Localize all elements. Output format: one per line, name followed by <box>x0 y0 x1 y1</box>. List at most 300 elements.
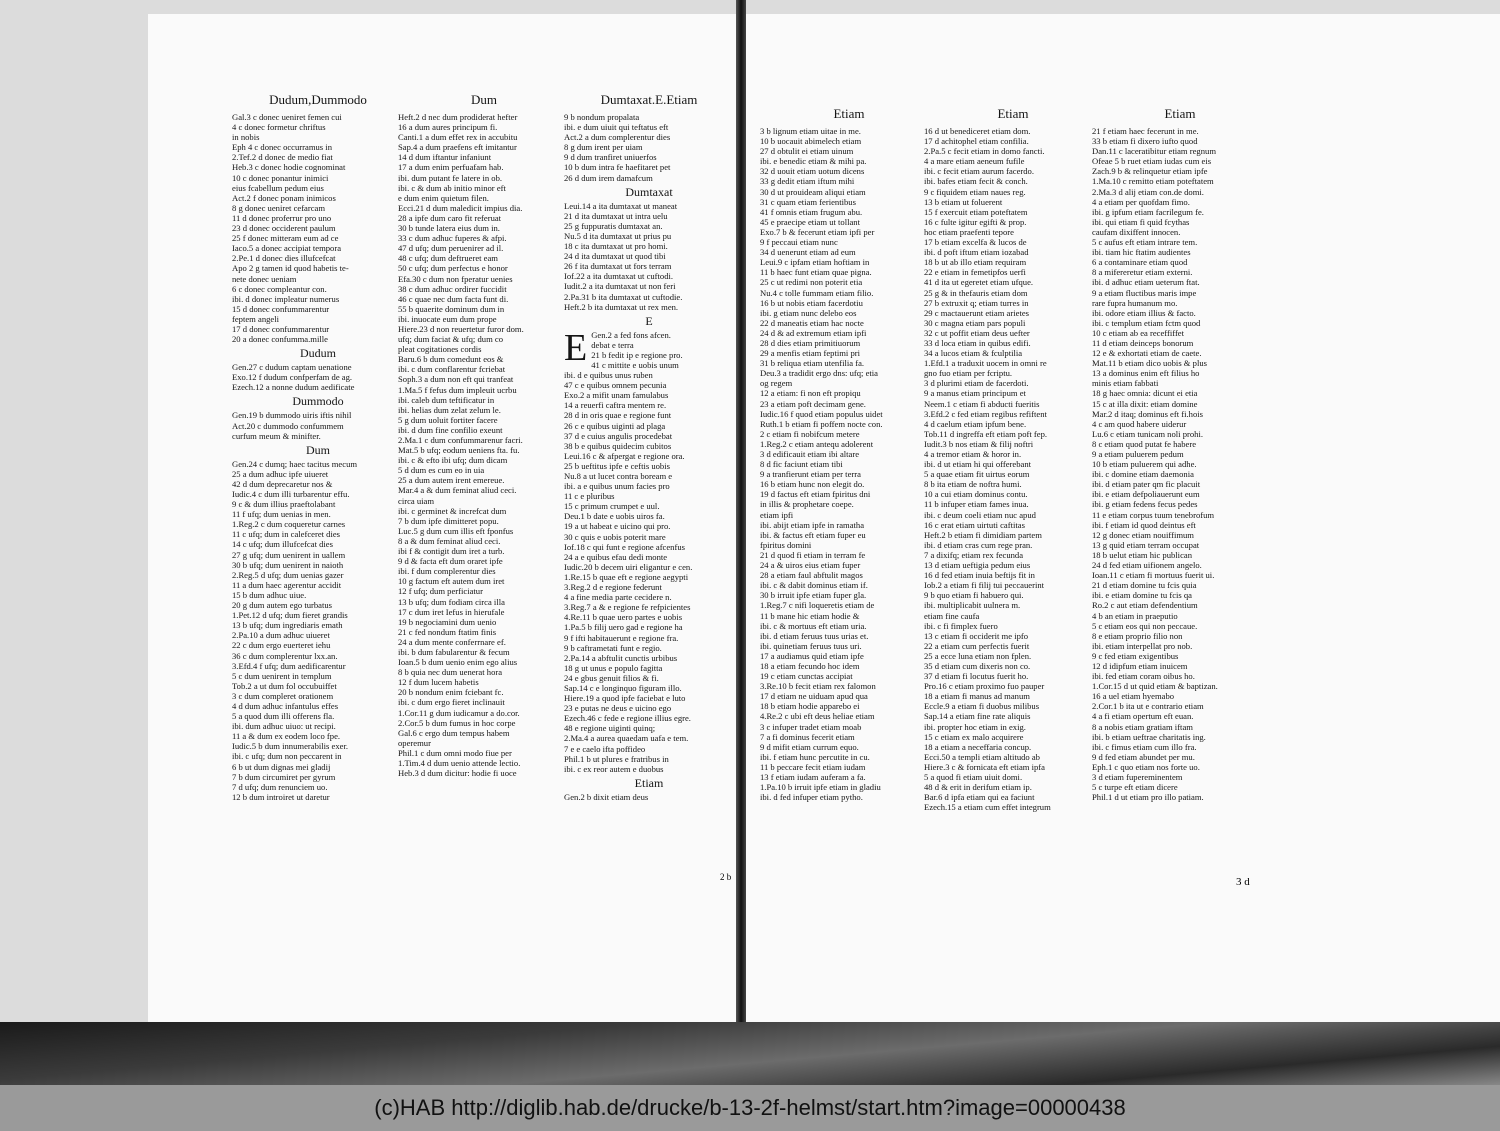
index-entry: Exo.7 b & fecerunt etiam ipfi per <box>760 226 875 237</box>
index-entry: 8 a nobis etiam gratiam iftam <box>1092 721 1193 732</box>
index-entry: 17 c dum iret Iefus in hierufale <box>398 606 505 617</box>
index-entry: Ruth.1 b etiam fi poffem nocte con. <box>760 418 883 429</box>
index-entry: 32 d uouit etiam uotum dicens <box>760 166 865 177</box>
index-entry: 8 a & dum feminat aliud ceci. <box>398 535 501 546</box>
index-entry: 12 a etiam: fi non eft propiqu <box>760 388 861 399</box>
index-entry: Eph 4 c donec occurramus in <box>232 142 332 153</box>
index-entry: 28 d dies etiam primitiuorum <box>760 337 861 348</box>
index-entry: 29 a menfis etiam feptimi pri <box>760 348 860 359</box>
index-entry: Mar.4 a & dum feminat aliud ceci. <box>398 485 517 496</box>
index-entry: 48 d & erit in derifum etiam ip. <box>924 782 1032 793</box>
index-entry: Sap.4 a dum praefens eft imitantur <box>398 142 517 153</box>
index-entry: ibi. c fimus etiam cum illo fra. <box>1092 741 1197 752</box>
index-entry: 11 c ufq; dum in calefceret dies <box>232 529 341 540</box>
entry-list <box>398 112 570 778</box>
index-entry: Heft.2 d nec dum prodiderat hefter <box>398 112 518 122</box>
index-entry: 9 c fed etiam exigentibus <box>1092 650 1179 661</box>
index-entry: 21 f etiam haec fecerunt in me. <box>1092 126 1199 136</box>
index-entry: 16 c fulte igitur egifti & prop. <box>924 216 1027 227</box>
index-entry: ibi. tiam hic ftatim audientes <box>1092 247 1191 258</box>
column-heading: Dum <box>471 92 497 107</box>
index-entry: Heft.2 b ita dumtaxat ut rex men. <box>564 301 679 312</box>
index-entry: 41 d ita ut egeretet etiam ufque. <box>924 277 1034 288</box>
index-entry: 5 c aufus eft etiam intrare tem. <box>1092 237 1198 248</box>
index-entry: Gal.3 c donec ueniret femen cui <box>232 112 342 122</box>
index-entry: 1.Pa.10 b irruit ipfe etiam in gladiu <box>760 782 881 793</box>
index-entry: 17 d etiam ne uiduam apud qua <box>760 691 868 702</box>
index-entry: 32 c ut poffit etiam deus uefter <box>924 327 1030 338</box>
index-entry: 38 b e quibus quidecim cubitos <box>564 440 672 451</box>
index-entry: 13 b etiam ut foluerent <box>924 196 1003 207</box>
index-entry: 11 d etiam deinceps bonorum <box>1092 337 1194 348</box>
index-entry: Mat.5 b ufq; eodum ueniens fta. fu. <box>398 445 520 456</box>
index-entry: 4.Re.11 b quae uero partes e uobis <box>564 612 683 623</box>
index-entry: 18 b etiam hodie apparebo ei <box>760 701 860 712</box>
right-column-1 <box>760 106 938 802</box>
index-entry: 15 c primum crumpet e uul. <box>564 501 660 512</box>
index-entry: ibi. a e quibus unum facies pro <box>564 481 670 492</box>
index-entry: Iudic.4 c dum illi turbarentur effu. <box>232 489 350 499</box>
index-entry: 20 b nondum enim fciebant fc. <box>398 687 504 698</box>
index-entry: Nu.4 c tolle fummam etiam filio. <box>760 287 874 298</box>
index-entry: 13 g quid etiam terram occupat <box>1092 539 1200 550</box>
index-entry: 8 d fic faciunt etiam tibi <box>760 459 843 470</box>
index-entry: 37 d e cuius angulis procedebat <box>564 430 673 441</box>
index-entry: 2.Pa.14 a abftulit cunctis urbibus <box>564 652 678 663</box>
index-entry: 3.Efd.2 c fed etiam regibus refiftent <box>924 408 1047 419</box>
index-entry: ibi. caleb dum teftificatur in <box>398 394 495 405</box>
column-heading: Etiam <box>997 106 1029 121</box>
index-entry: 20 a donec confumma.mille <box>232 334 328 345</box>
index-entry: Ecci.50 a templi etiam altitudo ab <box>924 751 1040 762</box>
index-entry: 15 d donec confummarentur <box>232 303 330 314</box>
index-entry: 21 b fedit ip e regione pro. <box>591 349 683 360</box>
index-entry: ibi. dum adhuc uiuo: ut recipi. <box>232 721 336 732</box>
index-entry: Leui.9 c ipfam etiam hoftiam in <box>760 257 870 268</box>
index-entry: Ezech.46 c fede e regione illius egre. <box>564 713 691 724</box>
index-entry: 33 g dedit etiam iftum mihi <box>760 176 855 187</box>
index-entry: 45 e praecipe etiam ut tollant <box>760 216 860 227</box>
index-entry: 16 d fed etiam inuia beftijs fit in <box>924 570 1035 581</box>
index-entry: 8 b ita etiam de noftra humi. <box>924 479 1022 490</box>
index-entry: ibi. e benedic etiam & mihi pa. <box>760 156 867 167</box>
index-entry: 11 a & dum ex eodem loco fpe. <box>232 731 341 742</box>
index-entry: 25 g fuppuratis dumtaxat an. <box>564 220 663 231</box>
index-entry: 13 b ufq; dum fodiam circa illa <box>398 596 505 607</box>
index-entry: ibi. inuocate eum dum prope <box>398 313 497 324</box>
entry-list <box>564 326 734 774</box>
index-entry: 11 b haec funt etiam quae pigna. <box>760 267 872 278</box>
index-entry: 7 d ufq; dum renunciem uo. <box>232 781 328 792</box>
index-entry: 1.Tim.4 d dum uenio attende lectio. <box>398 758 521 768</box>
entry-list <box>232 362 404 392</box>
index-entry: 25 b ueftitus ipfe e ceftis uobis <box>564 460 670 471</box>
entry-list <box>232 410 404 440</box>
index-entry: Nu.5 d ita dumtaxat ut prius pu <box>564 230 672 241</box>
index-entry: 6 a contaminare etiam quod <box>1092 257 1188 268</box>
index-entry: 12 b dum introiret ut daretur <box>232 791 330 802</box>
scanner-edge <box>0 1022 1500 1085</box>
copyright-caption: (c)HAB http://diglib.hab.de/drucke/b-13-2f-helmst/start.htm?image=00000438 <box>374 1095 1126 1120</box>
index-entry: Hiere.23 d non reuertetur furor dom. <box>398 323 524 334</box>
index-entry: Iof.18 c qui funt e regione afcenfus <box>564 541 685 552</box>
index-entry: Exo.12 f dudum confperfam de ag. <box>232 372 353 383</box>
index-entry: 13 d etiam ueftigia pedum eius <box>924 560 1031 571</box>
index-entry: Gal.6 c ergo dum tempus habem <box>398 727 510 738</box>
index-entry: 3 c infuper tradet etiam moab <box>760 721 862 732</box>
index-entry: ibi. f etiam hunc percutite in cu. <box>760 751 870 762</box>
index-entry: 14 a reuerfi caftra mentem re. <box>564 400 667 411</box>
index-entry: 18 b ut ab illo etiam requiram <box>924 257 1027 268</box>
section-heading: Dumtaxat <box>625 184 673 199</box>
index-entry: 30 c quis e uobis poterit mare <box>564 531 666 542</box>
index-entry: Gen.24 c dumq; haec tacitus mecum <box>232 458 358 469</box>
index-entry: 4 c am quod habere uiderur <box>1092 418 1187 429</box>
index-entry: 18 a etiam fecundo hoc idem <box>760 660 860 671</box>
index-entry: 3 d edificauit etiam ibi altare <box>760 449 860 459</box>
index-entry: 15 b dum adhuc uiue. <box>232 589 307 600</box>
index-entry: ibi. d etiam pater qm fic placuit <box>1092 479 1201 490</box>
index-entry: 2.Pa.5 c fecit etiam in domo fancti. <box>924 146 1045 157</box>
index-entry: 9 b caftrametati funt e regio. <box>564 642 662 653</box>
index-entry: 36 c dum complerentur lxx.an. <box>232 650 338 661</box>
column-heading: Etiam <box>1164 106 1196 121</box>
index-entry: 11 f ufq; dum uenias in men. <box>232 509 331 520</box>
index-entry: ibi. fed etiam coram oibus ho. <box>1092 671 1195 682</box>
index-entry: 4 a fine media parte cecidere n. <box>564 592 672 603</box>
index-entry: 30 c magna etiam pars populi <box>924 317 1026 328</box>
index-entry: 14 d dum iftantur infaniunt <box>398 152 492 163</box>
index-entry: 11 d donec proferrur pro uno <box>232 212 332 223</box>
column-heading: Dudum,Dummodo <box>269 92 367 107</box>
index-entry: 9 d & facta eft dum oraret ipfe <box>398 556 503 567</box>
index-entry: 2.Cor.1 b ita ut e contrario etiam <box>1092 701 1204 712</box>
entry-list <box>924 126 1102 812</box>
index-entry: Sap.14 c e longinquo figuram illo. <box>564 682 682 693</box>
index-entry: 16 b ut nobis etiam facerdotiu <box>760 297 863 308</box>
entry-list-with-initial <box>564 326 734 774</box>
index-entry: 19 d factus eft etiam fpiritus dni <box>760 489 871 500</box>
index-entry: 11 a dum haec agerentur accidit <box>232 579 342 590</box>
index-entry: 42 d dum deprecaretur nos & <box>232 478 333 489</box>
index-entry: 5 g dum uoluit fortiter facere <box>398 414 498 425</box>
index-entry: ibi f & contigit dum iret a turb. <box>398 546 505 557</box>
index-entry: 4 b an etiam in praeputio <box>1092 610 1178 621</box>
index-entry: 1.Reg.2 c etiam antequ adolerent <box>760 438 874 449</box>
index-entry: 12 f dum lucem habetis <box>398 677 479 688</box>
index-entry: 8 c etiam quod putat fe habere <box>1092 438 1197 449</box>
index-entry: circa uiam <box>398 495 435 506</box>
index-entry: ibi. propter hoc etiam in exig. <box>924 721 1026 732</box>
index-entry: 1.Ma.10 c remitto etiam poteftatem <box>1092 176 1214 187</box>
index-entry: 24 a & uiros eius etiam fuper <box>760 560 861 571</box>
index-entry: 1.Reg.2 c dum coqueretur carnes <box>232 519 346 530</box>
index-entry: 18 b uelut etiam hic publican <box>1092 549 1192 560</box>
index-entry: Iudic.5 b dum innumerabilis exer. <box>232 741 348 752</box>
entry-list <box>1092 126 1268 802</box>
index-entry: ibi. g etiam fedens fecus pedes <box>1092 499 1198 510</box>
index-entry: ibi. d etiam cras cum rege pran. <box>924 539 1033 550</box>
index-entry: 28 a etiam faul abftulit magos <box>760 570 863 581</box>
index-entry: 41 f omnis etiam frugum abu. <box>760 206 863 217</box>
index-entry: 22 c dum ergo euerteret iehu <box>232 640 331 651</box>
section-heading: Dum <box>306 442 330 457</box>
index-entry: 23 e putas ne deus e uicino ego <box>564 703 672 714</box>
left-column-2 <box>398 92 570 778</box>
index-entry: 30 b tunde latera eius dum in. <box>398 223 500 234</box>
index-entry: 5 a quae etiam fit uirtus eorum <box>924 469 1030 480</box>
index-entry: Act.2 f donec ponam inimicos <box>232 192 336 203</box>
index-entry: 10 c etiam ab ea receffiffet <box>1092 327 1185 338</box>
index-entry: 4 a mare etiam aeneum fufile <box>924 156 1025 167</box>
caption-bar <box>0 1085 1500 1131</box>
index-entry: 9 a etiam fluctibus maris impe <box>1092 287 1197 298</box>
index-entry: 12 d idipfum etiam inuicem <box>1092 660 1188 671</box>
index-entry: 48 e regione uiginti quinq; <box>564 723 656 734</box>
index-entry: curfum meum & minifter. <box>232 430 321 441</box>
index-entry: ibi. c ufq; dum non peccarent in <box>232 751 342 762</box>
index-entry: 1.Re.15 b quae eft e regione aegypti <box>564 571 689 582</box>
index-entry: Leui.14 a ita dumtaxat ut maneat <box>564 200 678 211</box>
entry-list <box>232 112 404 344</box>
index-entry: Mar.2 d itaq; dominus eft fi.hois <box>1092 408 1203 419</box>
index-entry: 25 g & in thefauris etiam dom <box>924 287 1028 298</box>
index-entry: 30 b irruit ipfe etiam fuper gla. <box>760 590 867 601</box>
index-entry: 25 a dum adhuc ipfe uiueret <box>232 468 329 479</box>
index-entry: 18 g haec omnia: dicunt ei etia <box>1092 388 1198 399</box>
index-entry: 15 c at illa dixit: etiam domine <box>1092 398 1198 409</box>
index-entry: 2.Pa.31 b ita dumtaxat ut cuftodie. <box>564 291 683 302</box>
index-entry: Heb.3 d dum dicitur: hodie fi uoce <box>398 768 517 779</box>
index-entry: 2.Cor.5 b dum fumus in hoc corpe <box>398 717 516 728</box>
index-entry: Phil.1 b ut plures e fratribus in <box>564 753 669 764</box>
index-entry: ibi. d etiam feruus tuus urias et. <box>760 630 869 641</box>
index-entry: Gen.27 c dudum captam uenatione <box>232 362 352 373</box>
index-entry: debat e terra <box>591 339 634 350</box>
index-entry: 11 b mane hic etiam hodie & <box>760 610 860 621</box>
index-entry: 1.Efd.1 a traduxit uocem in omni re <box>924 358 1047 369</box>
index-entry: 25 f donec mitteram eum ad ce <box>232 233 339 244</box>
index-entry: Apo 2 g tamen id quod habetis te- <box>232 263 349 274</box>
index-entry: Heb.3 c donec hodie cognominat <box>232 162 346 173</box>
index-entry: 12 f ufq; dum perficiatur <box>398 586 483 597</box>
index-entry: Tob.11 d ingreffa eft etiam poft fep. <box>924 428 1048 439</box>
index-entry: 9 c & dum illius praeftolabant <box>232 499 336 510</box>
index-entry: 7 e e caelo ifta poffideo <box>564 743 646 754</box>
index-entry: 24 d & ad extremum etiam ipfi <box>760 327 867 338</box>
index-entry: 8 g donec ueniret cefarcam <box>232 202 326 213</box>
index-entry: 4 d dum adhuc infantulus effes <box>232 700 339 711</box>
index-entry: 41 c mittite e uobis unum <box>591 359 679 370</box>
index-entry: Ioan.5 b dum uenio enim ego alius <box>398 657 518 668</box>
index-entry: Nu.8 a ut lucet contra boream e <box>564 471 673 481</box>
index-entry: 3 d etiam fupereminentem <box>1092 772 1183 782</box>
index-entry: Baru.6 b dum comedunt eos & <box>398 354 504 365</box>
index-entry: Tob.2 a ut dum fol occubuiffet <box>232 680 337 691</box>
index-entry: Phil.1 d ut etiam pro illo patiam. <box>1092 792 1204 803</box>
index-entry: 10 g factum eft autem dum iret <box>398 576 505 587</box>
index-entry: 34 d uenerunt etiam ad eum <box>760 247 856 258</box>
index-entry: 47 c e quibus omnem pecunia <box>564 380 667 391</box>
index-entry: 9 f ifti habitauerunt e regione fra. <box>564 632 679 643</box>
index-entry: 18 g ut unus e populo fagitta <box>564 662 663 673</box>
index-entry: ibi. d ut etiam hi qui offerebant <box>924 459 1031 470</box>
index-entry: 9 d fed etiam abundet per mu. <box>1092 751 1195 762</box>
index-entry: 6 c donec compleantur con. <box>232 283 327 294</box>
index-entry: Iudic.16 f quod etiam populus uidet <box>760 408 883 419</box>
index-entry: 8 e etiam proprio filio non <box>1092 630 1183 641</box>
index-entry: 33 c dum adhuc fuperes & afpi. <box>398 233 507 244</box>
index-entry: 2.Pa.10 a dum adhuc uiueret <box>232 630 330 641</box>
index-entry: operemur <box>398 737 431 748</box>
index-entry: 8 g dum irent per uiam <box>564 142 643 153</box>
index-entry: 8 a mifereretur etiam externi. <box>1092 267 1193 278</box>
index-entry: 21 d etiam domine tu fcis quia <box>1092 580 1197 591</box>
index-entry: 17 a audiamus quid etiam ipfe <box>760 650 864 661</box>
index-entry: 16 b etiam hunc non elegit do. <box>760 479 865 490</box>
index-entry: Deu.3 a tradidit ergo dns: ufq; etia <box>760 368 878 379</box>
index-entry: 35 d etiam cum dixeris non co. <box>924 660 1031 671</box>
column-heading: Dumtaxat.E.Etiam <box>600 92 698 107</box>
left-column-1 <box>232 92 404 802</box>
index-entry: 27 g ufq; dum uenirent in uallem <box>232 549 346 560</box>
index-entry: gno fuo etiam per fcriptu. <box>924 368 1013 379</box>
index-entry: 27 d obtulit ei etiam uinum <box>760 146 854 157</box>
index-entry: 4 d caelum etiam ipfum bene. <box>924 418 1027 429</box>
index-entry: 11 b infuper etiam fames inua. <box>924 499 1029 510</box>
index-entry: Deu.1 b date e uobis uiros fa. <box>564 511 665 522</box>
index-entry: ibi. c fecit etiam aurum facerdo. <box>924 166 1034 177</box>
index-entry: Eccle.9 a etiam fi duobus milibus <box>924 701 1040 712</box>
index-entry: Hiere.19 a quod ipfe faciebat e luto <box>564 693 686 704</box>
index-entry: ibi. c fi fimplex fuero <box>924 620 998 631</box>
index-entry: 9 b nondum propalata <box>564 112 640 122</box>
index-entry: 24 e gbus genuit filios & fi. <box>564 672 659 683</box>
index-entry: 19 c etiam cunctas accipiat <box>760 671 853 682</box>
index-entry: 29 c mactauerunt etiam arietes <box>924 307 1029 318</box>
index-entry: Iudit.2 a ita dumtaxat ut non feri <box>564 281 676 292</box>
index-entry: Iudit.3 b nos etiam & filij noftri <box>924 438 1034 449</box>
index-entry: 50 c ufq; dum perfectus e honor <box>398 263 508 274</box>
index-entry: ibi. c & dabit dominus etiam if. <box>760 580 868 591</box>
index-entry: Ioan.11 c etiam fi mortuus fuerit ui. <box>1092 570 1215 581</box>
index-entry: 11 b peccare fecit etiam iudam <box>760 761 866 772</box>
index-entry: 33 d loca etiam in quibus edifi. <box>924 337 1031 348</box>
index-entry: 3 b lignum etiam uitae in me. <box>760 126 861 136</box>
entry-list <box>564 201 734 312</box>
index-entry: 15 f exercuit etiam poteftatem <box>924 206 1028 217</box>
index-entry: 18 c ita dumtaxat ut pro homi. <box>564 241 668 252</box>
index-entry: 25 a ecce luna etiam non fplen. <box>924 650 1032 661</box>
index-entry: 10 b etiam puluerem qui adhe. <box>1092 459 1197 470</box>
index-entry: ibi. c templum etiam fctm quod <box>1092 317 1201 328</box>
index-entry: Pro.16 c etiam proximo fuo pauper <box>924 681 1045 692</box>
index-entry: etiam fine caufa <box>924 610 980 621</box>
index-entry: 25 a dum autem irent emereue. <box>398 475 505 486</box>
index-entry: Efa.30 c dum non fperatur uenies <box>398 273 513 284</box>
index-entry: Act.2 a dum complerentur dies <box>564 132 671 143</box>
index-entry: 20 g dum autem ego turbatus <box>232 600 333 611</box>
index-entry: 25 c ut redimi non poterit etia <box>760 277 863 288</box>
entry-list <box>564 792 734 802</box>
index-entry: 14 c ufq; dum illufcefcat dies <box>232 539 333 550</box>
index-entry: 13 b ufq; dum ingrediaris emath <box>232 620 343 631</box>
index-entry: Gen.2 a fed fons afcen. <box>591 329 671 340</box>
index-entry: ibi. d fed infuper etiam pytho. <box>760 792 863 803</box>
index-entry: 9 a manus etiam principum et <box>924 388 1026 399</box>
entry-list <box>760 126 938 802</box>
index-entry: 5 c turpe eft etiam dicere <box>1092 782 1178 793</box>
index-entry: 1.Reg.7 c nifi loqueretis etiam de <box>760 600 875 611</box>
index-entry: 3.Re.10 b fecit etiam rex falomon <box>760 681 876 692</box>
index-entry: 5 d dum es cum eo in uia <box>398 465 485 476</box>
index-entry: 17 a dum enim perfuafam hab. <box>398 162 504 173</box>
index-entry: Eph.1 c quo etiam nos forte uo. <box>1092 761 1200 772</box>
index-entry: 5 c dum uenirent in templum <box>232 670 332 681</box>
index-entry: 23 d donec occiderent paulum <box>232 223 336 234</box>
index-entry: 2.Ma.4 a aurea quaedam uafa e tem. <box>564 733 689 744</box>
index-entry: pleat cogitationes cordis <box>398 344 482 355</box>
index-entry: 4 a etiam per quofdam fimo. <box>1092 196 1190 207</box>
index-entry: 11 c e pluribus <box>564 491 615 502</box>
section-heading: E <box>645 313 653 328</box>
index-entry: Mat.11 b etiam dico uobis & plus <box>1092 358 1207 369</box>
index-entry: 23 a etiam poft decimam gene. <box>760 398 866 409</box>
book-gutter <box>736 0 746 1060</box>
index-entry: ibi. bafes etiam fecit & conch. <box>924 176 1028 187</box>
entry-list <box>564 112 734 183</box>
index-entry: Canti.1 a dum effet rex in accubitu <box>398 132 518 143</box>
index-entry: 3 d plurimi etiam de facerdoti. <box>924 378 1029 389</box>
index-entry: Ofeae 5 b ruet etiam iudas cum eis <box>1092 156 1212 167</box>
index-entry: 12 g donec etiam nouiffimum <box>1092 529 1194 540</box>
index-entry: 28 d in oris quae e regione funt <box>564 410 672 421</box>
index-entry: in nobis <box>232 132 260 143</box>
index-entry: Iaco.5 a donec accipiat tempora <box>232 243 342 254</box>
index-entry: hoc etiam praefenti tepore <box>924 226 1014 237</box>
index-entry: ibi. c germinet & increfcat dum <box>398 505 507 516</box>
index-entry: ibi. c domine etiam daemonia <box>1092 469 1194 480</box>
index-entry: 7 a fi dominus fecerit etiam <box>760 731 855 742</box>
index-entry: 18 a etiam fi manus ad manum <box>924 691 1030 702</box>
index-entry: og regem <box>760 378 793 389</box>
index-entry: ibi. d donec impleatur numerus <box>232 293 340 304</box>
index-entry: 19 b negociamini dum uenio <box>398 616 497 627</box>
index-entry: 2.Ma.1 c dum confummarenur facri. <box>398 435 523 445</box>
index-entry: etiam ipfi <box>760 509 794 520</box>
index-entry: 5 c etiam eos qui non peccaue. <box>1092 620 1198 631</box>
index-entry: Heft.2 b etiam fi dimidiam partem <box>924 529 1042 540</box>
index-entry: 13 c etiam fi occiderit me ipfo <box>924 630 1029 641</box>
index-entry: caufam dixiffent innocen. <box>1092 226 1181 237</box>
index-entry: ibi. abijt etiam ipfe in ramatha <box>760 519 865 530</box>
index-entry: 47 d ufq; dum peruenirer ad il. <box>398 243 504 254</box>
index-entry: 13 a dominus enim eft filius ho <box>1092 368 1200 379</box>
index-entry: ibi. e dum uiuit qui teftatus eft <box>564 122 669 133</box>
index-entry: ibi. b etiam ueftrae charitatis ing. <box>1092 731 1206 742</box>
index-entry: 2 c etiam fi nobifcum metere <box>760 428 860 439</box>
index-entry: ibi. c & dum ab initio minor eft <box>398 182 506 193</box>
index-entry: 19 a ut habeat e uicino qui pro. <box>564 521 671 532</box>
index-entry: Iudic.20 b decem uiri eligantur e cen. <box>564 561 693 572</box>
page-signature: 3 d <box>1236 876 1250 888</box>
index-entry: ibi. c & efto ibi ufq; dum dicam <box>398 455 508 466</box>
index-entry: 3.Reg.7 a & e regione fe refpicientes <box>564 602 691 613</box>
index-entry: 10 b dum intra fe haefitaret pet <box>564 162 671 173</box>
left-column-3 <box>564 92 734 802</box>
section-heading: Dudum <box>300 346 336 361</box>
index-entry: 37 d etiam fi locutus fuerit ho. <box>924 671 1029 682</box>
